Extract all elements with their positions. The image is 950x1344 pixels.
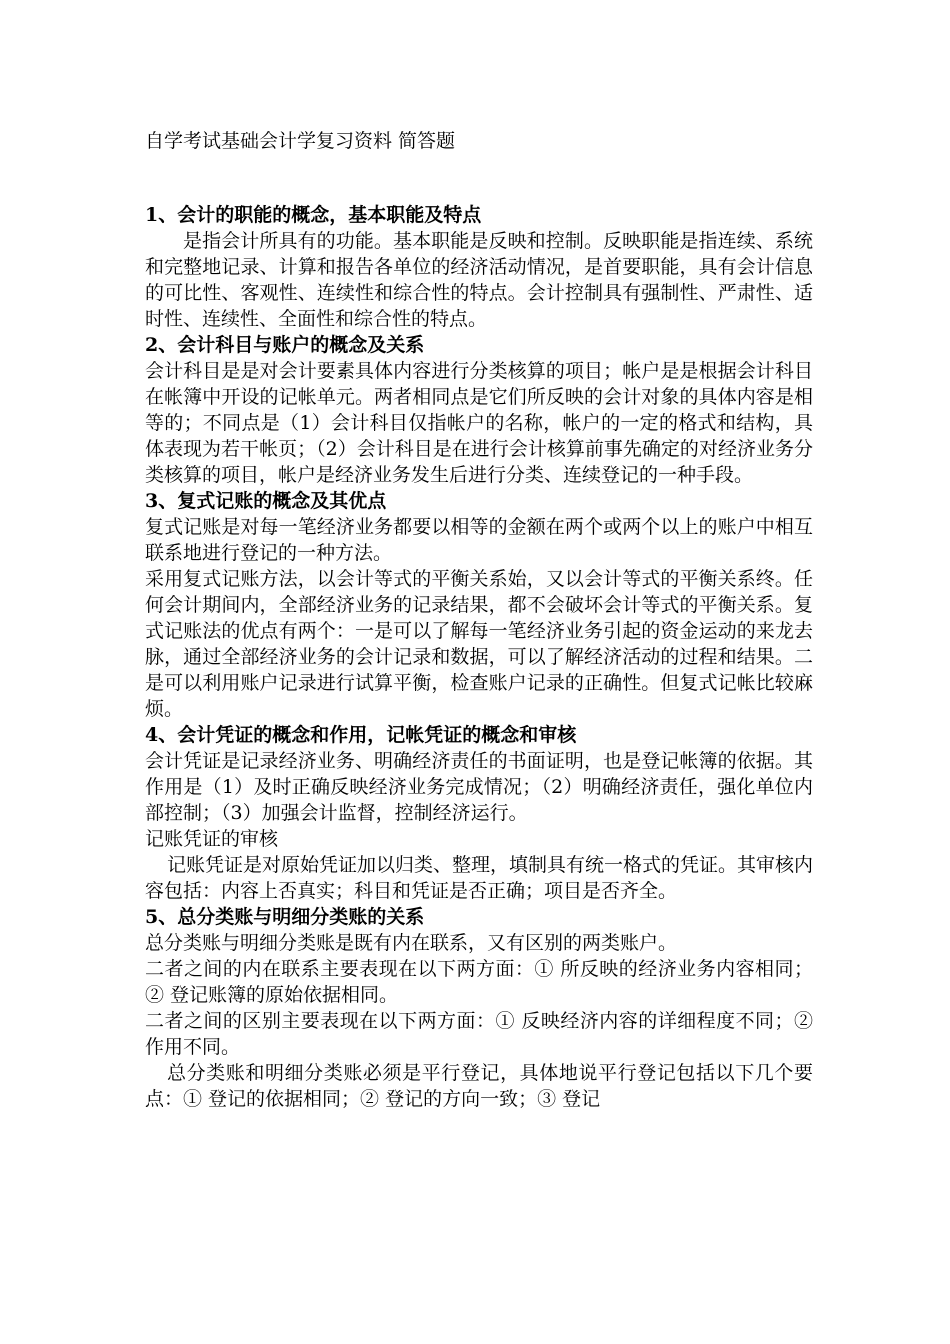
paragraph: 二者之间的内在联系主要表现在以下两方面：① 所反映的经济业务内容相同；② 登记账簿的原始依据相同。: [145, 958, 813, 1006]
paragraph: 会计科目是是对会计要素具体内容进行分类核算的项目；帐户是是根据会计科目在帐簿中开设的记帐单元。两者相同点是它们所反映的会计对象的具体内容是相等的；不同点是（1）会计科目仅指帐户的名称，帐户的一定的格式和结构，具体表现为若干帐页；（2）会计科目是在进行会计核算前事先确定的对经济业务分类核算的项目，帐户是经济业务发生后进行分类、连续登记的一种手段。: [145, 360, 813, 486]
section-heading: 2、会计科目与账户的概念及关系: [145, 334, 425, 356]
section-heading: 3、复式记账的概念及其优点: [145, 490, 387, 512]
section-2: [145, 332, 813, 488]
subheading: 记账凭证的审核: [145, 828, 279, 850]
paragraph: 采用复式记账方法，以会计等式的平衡关系始，又以会计等式的平衡关系终。任何会计期间内，全部经济业务的记录结果，都不会破坏会计等式的平衡关系。复式记账法的优点有两个：一是可以了解每一笔经济业务引起的资金运动的来龙去脉，通过全部经济业务的会计记录和数据，可以了解经济活动的过程和结果。二是可以利用账户记录进行试算平衡，检查账户记录的正确性。但复式记帐比较麻烦。: [145, 568, 813, 720]
section-4: [145, 722, 813, 904]
section-5: [145, 904, 813, 1112]
document-page: [145, 128, 813, 1112]
paragraph: 记账凭证是对原始凭证加以归类、整理，填制具有统一格式的凭证。其审核内容包括：内容上否真实；科目和凭证是否正确；项目是否齐全。: [145, 854, 814, 902]
document-title: 自学考试基础会计学复习资料 简答题: [145, 130, 456, 152]
section-3: [145, 488, 813, 722]
section-heading: 4、会计凭证的概念和作用，记帐凭证的概念和审核: [145, 724, 577, 746]
paragraph: 复式记账是对每一笔经济业务都要以相等的金额在两个或两个以上的账户中相互联系地进行登记的一种方法。: [145, 516, 813, 564]
section-1: [145, 202, 813, 332]
paragraph: 总分类账与明细分类账是既有内在联系，又有区别的两类账户。: [145, 932, 678, 954]
paragraph: 是指会计所具有的功能。基本职能是反映和控制。反映职能是指连续、系统和完整地记录、计算和报告各单位的经济活动情况，是首要职能，具有会计信息的可比性、客观性、连续性和综合性的特点。会计控制具有强制性、严肃性、适时性、连续性、全面性和综合性的特点。: [145, 230, 813, 330]
section-heading: 5、总分类账与明细分类账的关系: [145, 906, 425, 928]
paragraph: 二者之间的区别主要表现在以下两方面：① 反映经济内容的详细程度不同；② 作用不同。: [145, 1010, 813, 1058]
paragraph: 会计凭证是记录经济业务、明确经济责任的书面证明，也是登记帐簿的依据。其作用是（1）及时正确反映经济业务完成情况；（2）明确经济责任，强化单位内部控制；（3）加强会计监督，控制经济运行。: [145, 750, 813, 824]
section-heading: 1、会计的职能的概念，基本职能及特点: [145, 204, 482, 226]
paragraph: 总分类账和明细分类账必须是平行登记，具体地说平行登记包括以下几个要点：① 登记的依据相同；② 登记的方向一致；③ 登记: [145, 1062, 813, 1110]
